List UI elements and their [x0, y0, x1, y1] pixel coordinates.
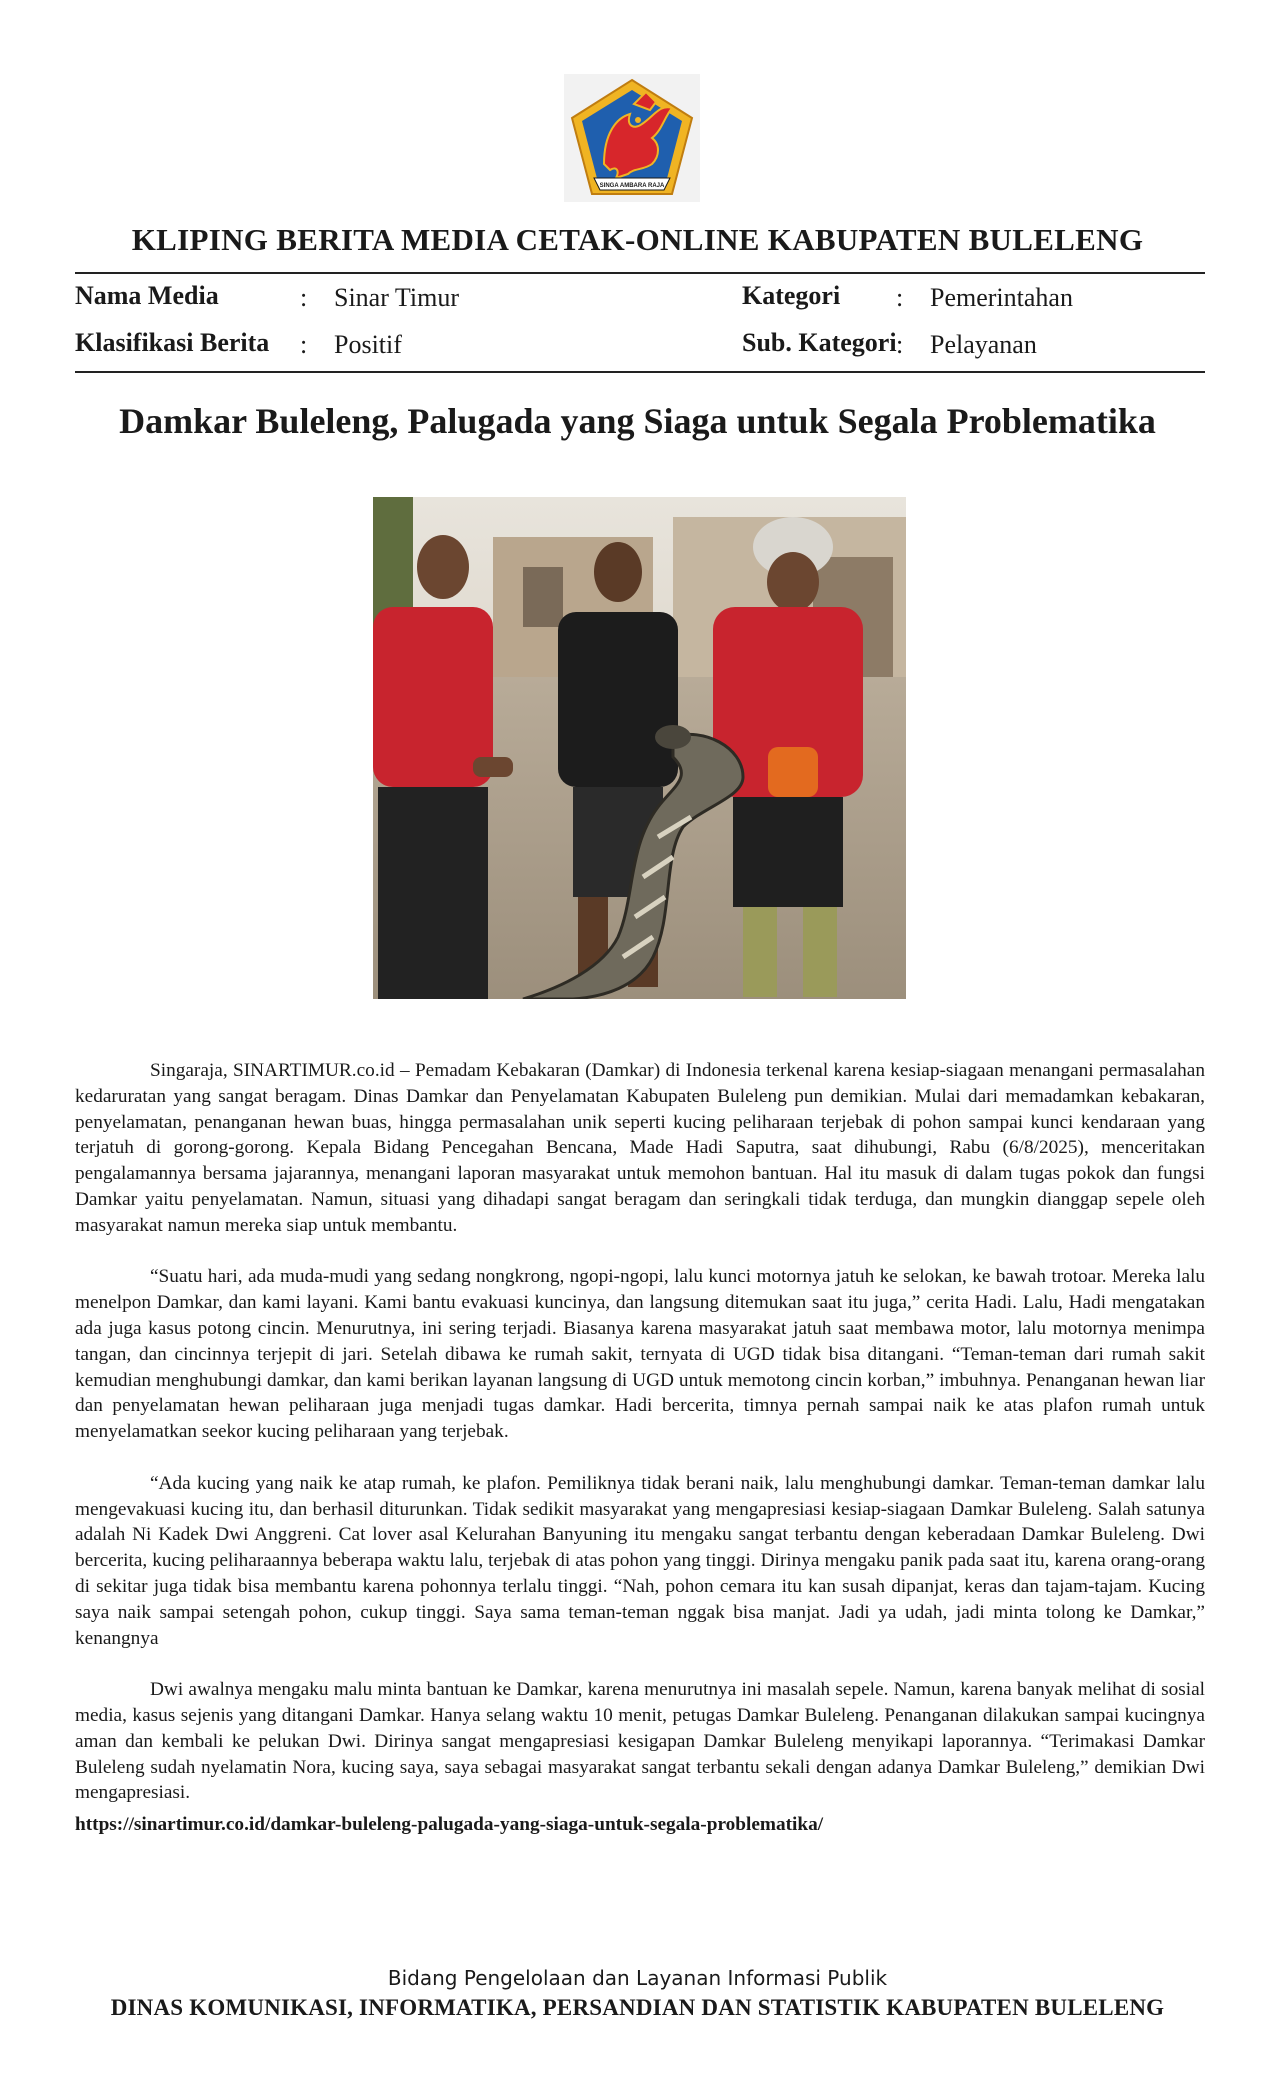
sub-kategori-colon: : — [896, 330, 904, 359]
article-paragraph: “Suatu hari, ada muda-mudi yang sedang nongkrong, ngopi-ngopi, lalu kunci motornya jatuh ke selokan, ke bawah trotoar. Mereka lalu menelpon Damkar, dan kami layani. Kami bantu evakuasi kuncinya, dan langsung ditemukan saat itu juga,” cerita Hadi. Lalu, Hadi mengatakan ada juga kasus potong cincin. Menurutnya, ini sering terjadi. Biasanya karena masyarakat jatuh saat membawa motor, lalu motornya menimpa tangan, dan cincinnya terjepit di jari. Setelah dibawa ke rumah sakit, ternyata di UGD tidak bisa ditangani. “Teman-teman dari rumah sakit kemudian menghubungi damkar, dan kami berikan layanan langsung di UGD untuk memotong cincin korban,” imbuhnya. Penanganan hewan liar dan penyelamatan hewan peliharaan juga menjadi tugas damkar. Hadi bercerita, timnya pernah sampai naik ke atas plafon rumah untuk menyelamatkan seekor kucing peliharaan yang terjebak. — [75, 1266, 1205, 1443]
article-paragraph: Singaraja, SINARTIMUR.co.id – Pemadam Kebakaran (Damkar) di Indonesia terkenal karena kesiap-siagaan menangani permasalahan kedaruratan yang sangat beragam. Dinas Damkar dan Penyelamatan Kabupaten Buleleng pun demikian. Mulai dari memadamkan kebakaran, penyelamatan, penanganan hewan buas, hingga permasalahan unik seperti kucing peliharaan terjebak di pohon sampai kunci kendaraan yang terjatuh di gorong-gorong. Kepala Bidang Pencegahan Bencana, Made Hadi Saputra, saat dihubungi, Rabu (6/8/2025), menceritakan pengalamannya bersama jajarannya, menangani laporan masyarakat untuk memohon bantuan. Hal itu masuk di dalam tugas pokok dan fungsi Damkar yaitu penyelamatan. Namun, situasi yang dihadapi sangat beragam dan seringkali tidak terduga, dan mungkin dianggap sepele oleh masyarakat namun mereka siap untuk membantu. — [75, 1060, 1205, 1236]
footer-agency: DINAS KOMUNIKASI, INFORMATIKA, PERSANDIAN DAN STATISTIK KABUPATEN BULELENG — [110, 1995, 1165, 2020]
media-label: Nama Media — [75, 281, 219, 310]
media-value: Sinar Timur — [334, 283, 459, 312]
article-paragraph: “Ada kucing yang naik ke atap rumah, ke plafon. Pemiliknya tidak berani naik, lalu menghubungi damkar. Teman-teman damkar lalu mengevakuasi kucing itu, dan berhasil diturunkan. Tidak sedikit masyarakat yang mengapresiasi kesiap-siagaan Damkar Buleleng. Salah satunya adalah Ni Kadek Dwi Anggreni. Cat lover asal Kelurahan Banyuning itu mengaku sangat terbantu dengan keberadaan Damkar Buleleng. Dwi bercerita, kucing peliharaannya beberapa waktu lalu, terjebak di atas pohon yang tinggi. Dirinya mengaku panik pada saat itu, karena orang-orang di sekitar juga tidak bisa membantu karena pohonnya terlalu tinggi. “Nah, pohon cemara itu kan susah dipanjat, keras dan tajam-tajam. Kucing saya naik sampai setengah pohon, cukup tinggi. Saya sama teman-teman nggak bisa manjat. Jadi ya udah, jadi minta tolong ke Damkar,” kenangnya — [75, 1472, 1205, 1649]
footer-department: Bidang Pengelolaan dan Layanan Informasi Publik — [387, 1966, 888, 1990]
source-url-link[interactable]: https://sinartimur.co.id/damkar-buleleng-palugada-yang-siaga-untuk-segala-problematika/ — [75, 1814, 824, 1835]
klasifikasi-label: Klasifikasi Berita — [75, 328, 270, 357]
media-colon: : — [300, 283, 308, 312]
klasifikasi-value: Positif — [334, 330, 402, 359]
klasifikasi-colon: : — [300, 330, 308, 359]
article-photo — [373, 497, 906, 999]
buleleng-regency-coat-of-arms-icon — [564, 74, 700, 202]
divider-bottom — [75, 371, 1205, 373]
sub-kategori-value: Pelayanan — [930, 330, 1037, 359]
sub-kategori-label: Sub. Kategori — [742, 328, 897, 357]
logo-text: SINGA AMBARA RAJA — [599, 183, 665, 189]
kategori-label: Kategori — [742, 281, 841, 310]
page-title: KLIPING BERITA MEDIA CETAK-ONLINE KABUPATEN BULELENG — [131, 222, 1144, 257]
divider-top — [75, 272, 1205, 274]
article-headline: Damkar Buleleng, Palugada yang Siaga untuk Segala Problematika — [119, 401, 1156, 441]
kategori-colon: : — [896, 283, 904, 312]
kategori-value: Pemerintahan — [930, 283, 1073, 312]
article-paragraph: Dwi awalnya mengaku malu minta bantuan ke Damkar, karena menurutnya ini masalah sepele. Namun, karena banyak melihat di sosial media, kasus sejenis yang ditangani Damkar. Hanya selang waktu 10 menit, petugas Damkar Buleleng. Penanganan dilakukan sampai kucingnya aman dan kembali ke pelukan Dwi. Dirinya sangat mengapresiasi kesigapan Damkar Buleleng menyikapi laporannya. “Terimakasi Damkar Buleleng sudah nyelamatin Nora, kucing saya, saya sebagai masyarakat sangat terbantu sekali dengan adanya Damkar Buleleng,” demikian Dwi mengapresiasi. — [75, 1679, 1205, 1804]
article-body — [75, 1058, 1205, 1832]
